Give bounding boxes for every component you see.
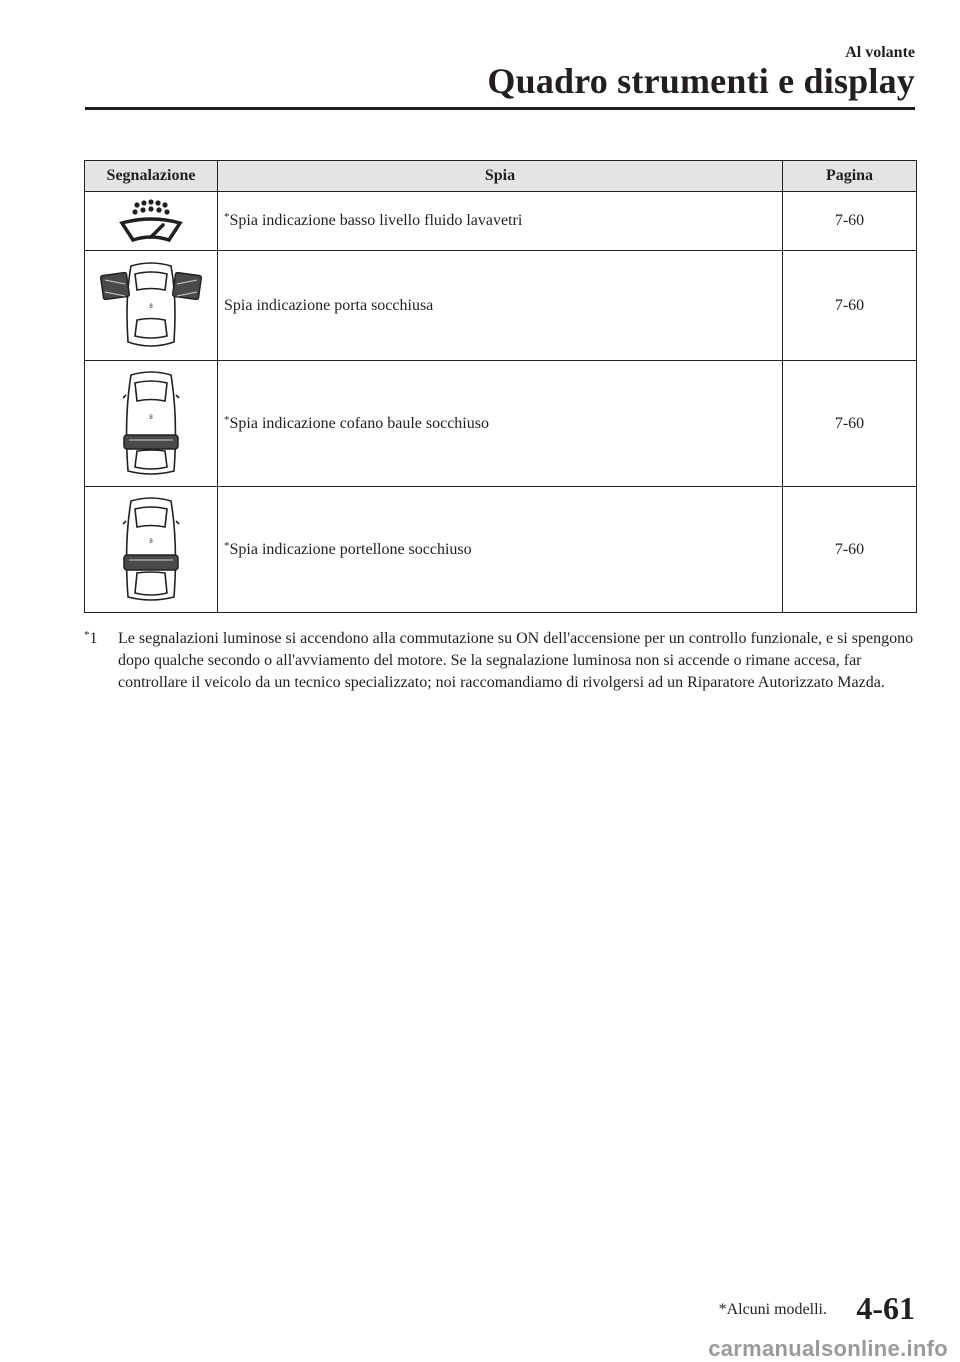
washer-fluid-icon bbox=[111, 197, 191, 245]
column-header-segnalazione: Segnalazione bbox=[85, 161, 218, 192]
watermark: carmanualsonline.info bbox=[708, 1336, 948, 1361]
footer-note: *Alcuni modelli. bbox=[718, 1301, 827, 1318]
asterisk-mark: * bbox=[224, 413, 230, 426]
liftgate-ajar-icon bbox=[111, 493, 191, 607]
table-header-row bbox=[85, 161, 917, 192]
page-ref: 7-60 bbox=[783, 361, 917, 487]
page-ref: 7-60 bbox=[783, 487, 917, 613]
table-row bbox=[85, 192, 917, 251]
warning-lights-table bbox=[84, 160, 917, 613]
icon-cell bbox=[85, 192, 218, 251]
spia-label: Spia indicazione cofano baule socchiuso bbox=[229, 414, 489, 432]
footnote-marker: *1 bbox=[84, 629, 98, 647]
spia-cell bbox=[218, 361, 783, 487]
asterisk-mark: * bbox=[224, 539, 230, 552]
table-row bbox=[85, 361, 917, 487]
asterisk-mark: * bbox=[224, 211, 230, 223]
page-number: 4-61 bbox=[856, 1290, 915, 1326]
spia-cell bbox=[218, 251, 783, 361]
table-row bbox=[85, 251, 917, 361]
section-label: Al volante bbox=[845, 44, 915, 61]
table-row bbox=[85, 487, 917, 613]
icon-cell bbox=[85, 487, 218, 613]
svg-text:8: 8 bbox=[149, 303, 153, 310]
door-ajar-icon bbox=[97, 258, 205, 354]
page-title: Quadro strumenti e display bbox=[487, 61, 915, 101]
footnote-text: Le segnalazioni luminose si accendono alla commutazione su ON dell'accensione per un controllo funzionale, e si spengono dopo qualche secondo o all'avviamento del motore. Se la segnalazione luminosa non si accende o rimane accesa, far controllare il veicolo da un tecnico specializzato; noi raccomandiamo di rivolgersi ad un Riparatore Autorizzato Mazda. bbox=[118, 630, 914, 691]
page-ref: 7-60 bbox=[783, 192, 917, 251]
column-header-spia: Spia bbox=[218, 161, 783, 192]
icon-cell bbox=[85, 251, 218, 361]
trunk-lid-ajar-icon bbox=[111, 367, 191, 481]
footnote bbox=[84, 628, 924, 694]
svg-text:8: 8 bbox=[149, 414, 153, 421]
spia-label: Spia indicazione portellone socchiuso bbox=[229, 540, 472, 558]
column-header-pagina: Pagina bbox=[783, 161, 917, 192]
spia-label: Spia indicazione basso livello fluido lavavetri bbox=[229, 212, 523, 229]
spia-label: Spia indicazione porta socchiusa bbox=[224, 296, 434, 314]
spia-cell bbox=[218, 192, 783, 251]
svg-text:8: 8 bbox=[149, 538, 153, 545]
header-rule bbox=[85, 107, 915, 110]
page-ref: 7-60 bbox=[783, 251, 917, 361]
icon-cell bbox=[85, 361, 218, 487]
spia-cell bbox=[218, 487, 783, 613]
